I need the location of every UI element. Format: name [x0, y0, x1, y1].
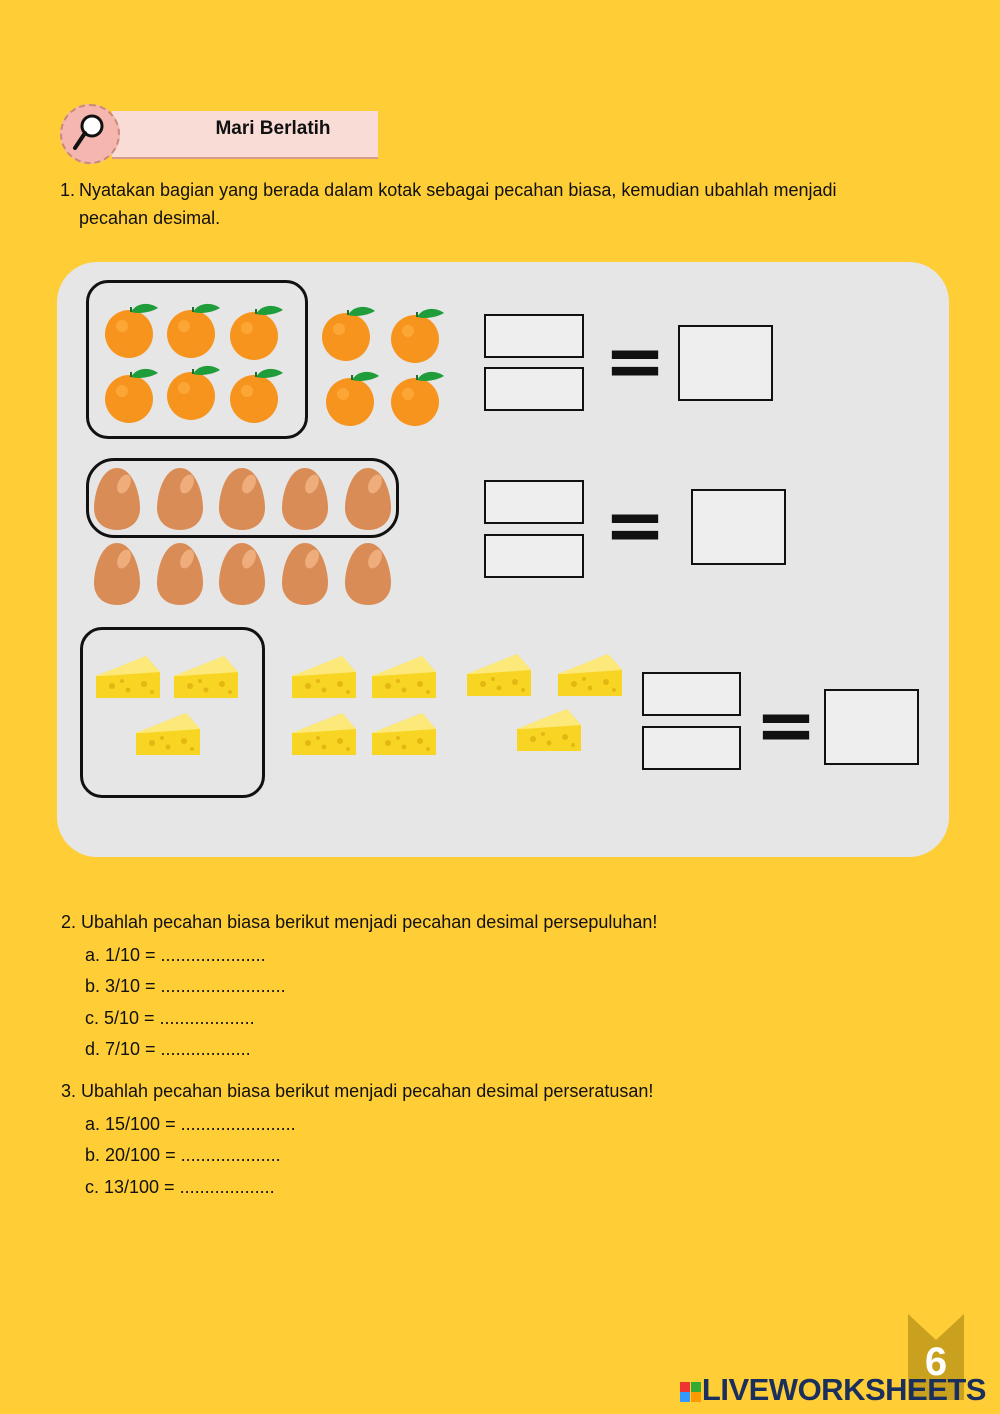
cheese-icon — [172, 654, 240, 702]
decimal-box-3[interactable] — [824, 689, 919, 765]
badge-title: Mari Berlatih — [215, 118, 331, 139]
cheese-icon — [370, 654, 438, 702]
cheese-icon — [94, 654, 162, 702]
orange-icon — [321, 303, 377, 363]
question-2-item-b[interactable]: b. 3/10 = ......................... — [85, 976, 286, 996]
cheese-icon — [515, 707, 583, 755]
egg-icon — [218, 541, 266, 607]
orange-icon — [390, 305, 446, 365]
orange-icon — [229, 365, 285, 425]
numerator-box-1[interactable] — [484, 314, 584, 358]
question-2 — [61, 912, 961, 1072]
question-3-title: 3. Ubahlah pecahan biasa berikut menjadi pecahan desimal perseratusan! — [61, 1081, 654, 1101]
denominator-box-2[interactable] — [484, 534, 584, 578]
orange-icon — [104, 300, 160, 360]
orange-icon — [104, 365, 160, 425]
question-2-item-d[interactable]: d. 7/10 = .................. — [85, 1039, 251, 1059]
cheese-icon — [134, 711, 202, 759]
egg-icon — [281, 466, 329, 532]
question-1-number: 1. — [60, 180, 76, 200]
equals-sign-3: = — [755, 682, 818, 768]
liveworksheets-logo — [680, 1372, 986, 1408]
cheese-icon — [556, 652, 624, 700]
egg-icon — [93, 541, 141, 607]
cheese-icon — [465, 652, 533, 700]
page-number: 6 — [924, 1340, 948, 1384]
egg-icon — [156, 466, 204, 532]
egg-icon — [156, 541, 204, 607]
question-1-text: Nyatakan bagian yang berada dalam kotak sebagai pecahan biasa, kemudian ubahlah menjadi pecahan desimal. — [79, 180, 837, 228]
question-2-item-a[interactable]: a. 1/10 = ..................... — [85, 945, 266, 965]
decimal-box-1[interactable] — [678, 325, 773, 401]
denominator-box-1[interactable] — [484, 367, 584, 411]
egg-icon — [93, 466, 141, 532]
magnifier-icon — [72, 112, 106, 152]
equals-sign-1: = — [604, 318, 667, 404]
decimal-box-2[interactable] — [691, 489, 786, 565]
orange-icon — [166, 300, 222, 360]
numerator-box-2[interactable] — [484, 480, 584, 524]
egg-icon — [281, 541, 329, 607]
orange-icon — [229, 302, 285, 362]
section-badge — [56, 100, 331, 166]
cheese-icon — [370, 711, 438, 759]
orange-icon — [166, 362, 222, 422]
question-3-item-a[interactable]: a. 15/100 = ....................... — [85, 1114, 296, 1134]
question-2-item-c[interactable]: c. 5/10 = ................... — [85, 1008, 255, 1028]
orange-icon — [325, 368, 381, 428]
equals-sign-2: = — [604, 482, 667, 568]
question-3-item-c[interactable]: c. 13/100 = ................... — [85, 1177, 275, 1197]
question-2-title: 2. Ubahlah pecahan biasa berikut menjadi pecahan desimal persepuluhan! — [61, 912, 658, 932]
numerator-box-3[interactable] — [642, 672, 741, 716]
egg-icon — [218, 466, 266, 532]
egg-icon — [344, 466, 392, 532]
egg-icon — [344, 541, 392, 607]
logo-squares-icon — [680, 1382, 702, 1402]
denominator-box-3[interactable] — [642, 726, 741, 770]
logo-text: LIVEWORKSHEETS — [701, 1372, 986, 1407]
question-1 — [60, 176, 880, 232]
question-3 — [61, 1081, 961, 1211]
orange-icon — [390, 368, 446, 428]
cheese-icon — [290, 711, 358, 759]
question-3-item-b[interactable]: b. 20/100 = .................... — [85, 1145, 281, 1165]
cheese-icon — [290, 654, 358, 702]
